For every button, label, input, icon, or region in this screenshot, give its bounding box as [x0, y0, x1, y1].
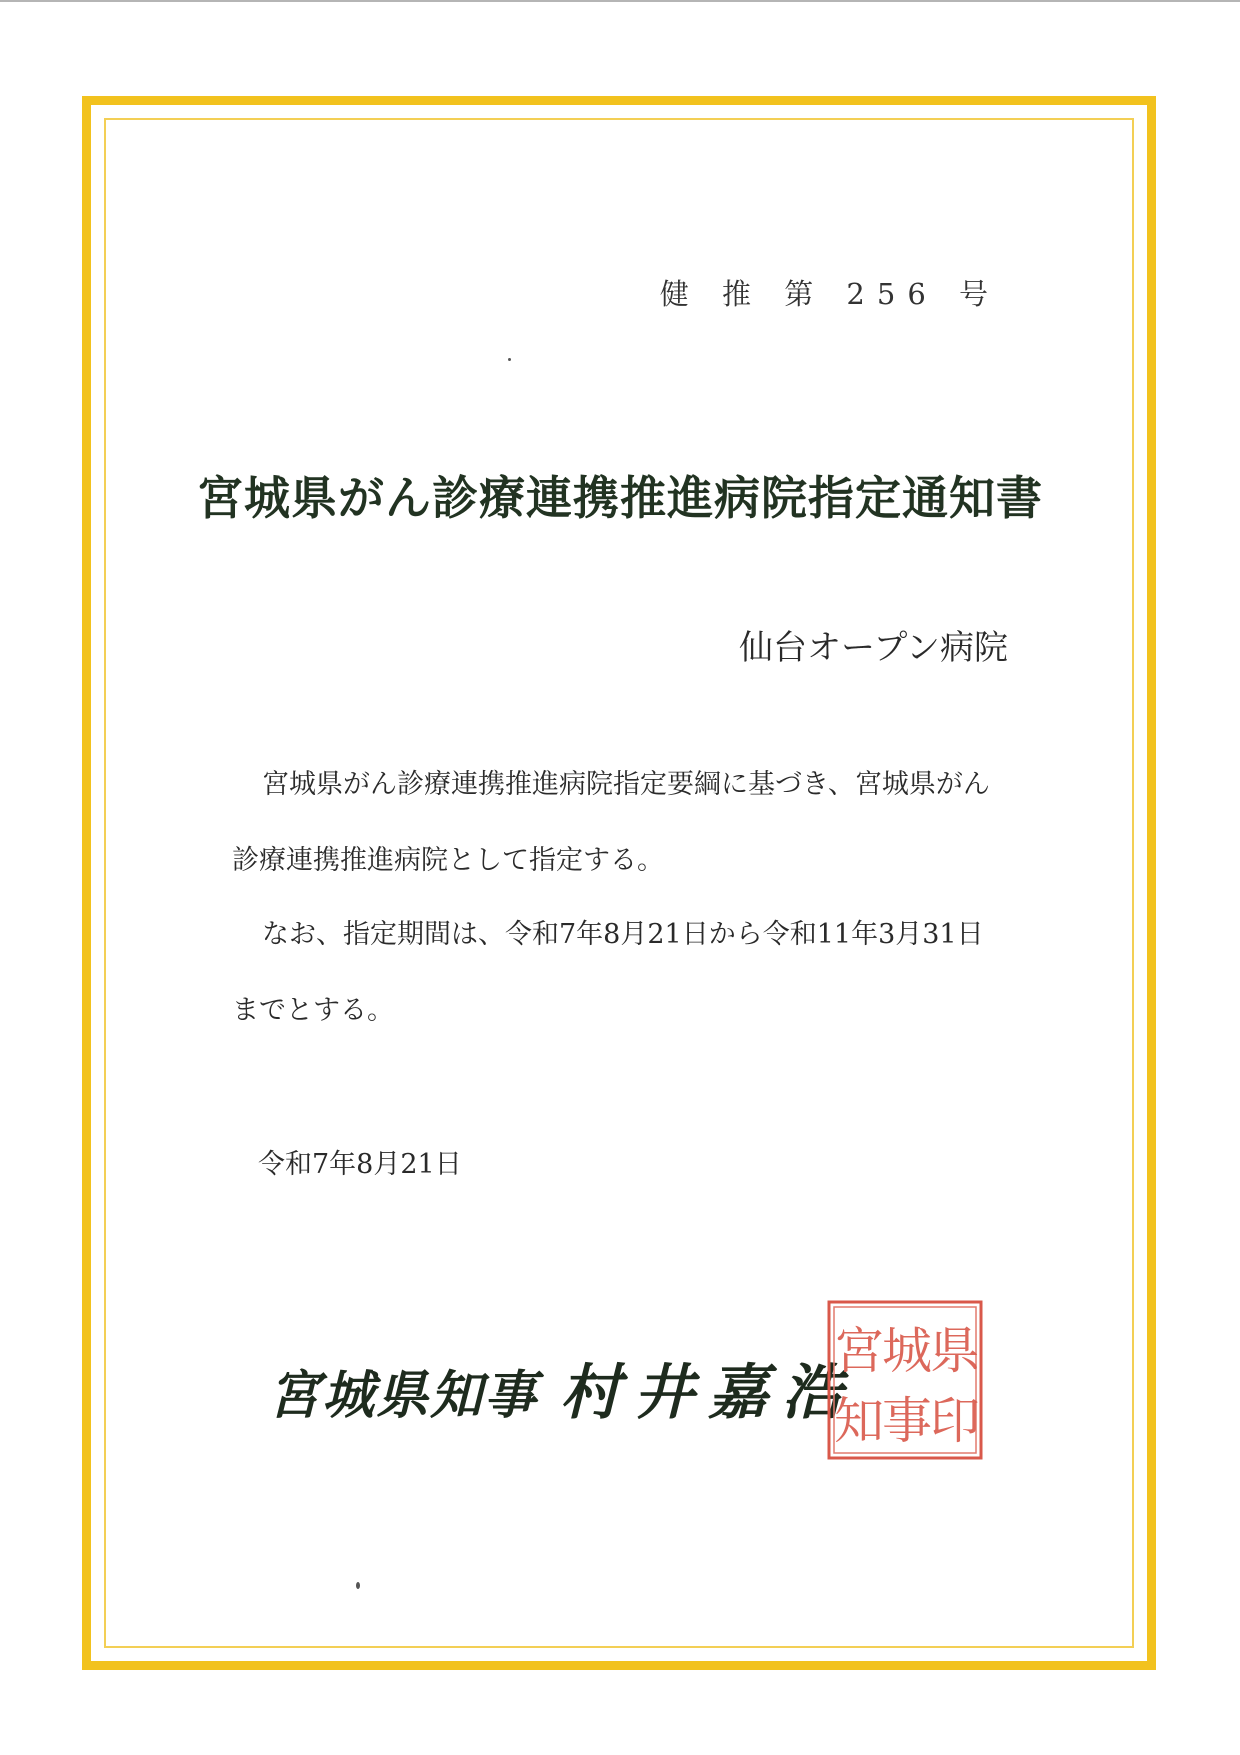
body-text-line: なお、指定期間は、令和7年8月21日から令和11年3月31日 [262, 919, 984, 950]
scan-edge-line [0, 0, 1240, 2]
signature-office: 宮城県知事 [268, 1365, 539, 1426]
recipient-name: 仙台オープン病院 [739, 628, 1008, 668]
scan-speck [508, 358, 511, 361]
official-seal-stamp [825, 1298, 985, 1462]
body-text-line: までとする。 [232, 995, 394, 1026]
body-text-line: 診療連携推進病院として指定する。 [232, 845, 664, 876]
svg-text:県: 県 [930, 1322, 980, 1380]
svg-text:宮: 宮 [834, 1322, 884, 1380]
body-text-line: 宮城県がん診療連携推進病院指定要綱に基づき、宮城県がん [262, 769, 990, 800]
governor-signature [268, 1345, 856, 1431]
document-number: 健 推 第 256 号 [659, 277, 1000, 311]
svg-text:城: 城 [882, 1322, 932, 1380]
svg-text:印: 印 [930, 1392, 980, 1450]
signature-name: 村井嘉浩 [560, 1358, 857, 1428]
svg-text:知: 知 [834, 1392, 884, 1450]
document-title: 宮城県がん診療連携推進病院指定通知書 [197, 471, 1043, 525]
issue-date: 令和7年8月21日 [258, 1149, 462, 1180]
scan-speck [356, 1582, 360, 1589]
svg-text:事: 事 [882, 1392, 932, 1450]
